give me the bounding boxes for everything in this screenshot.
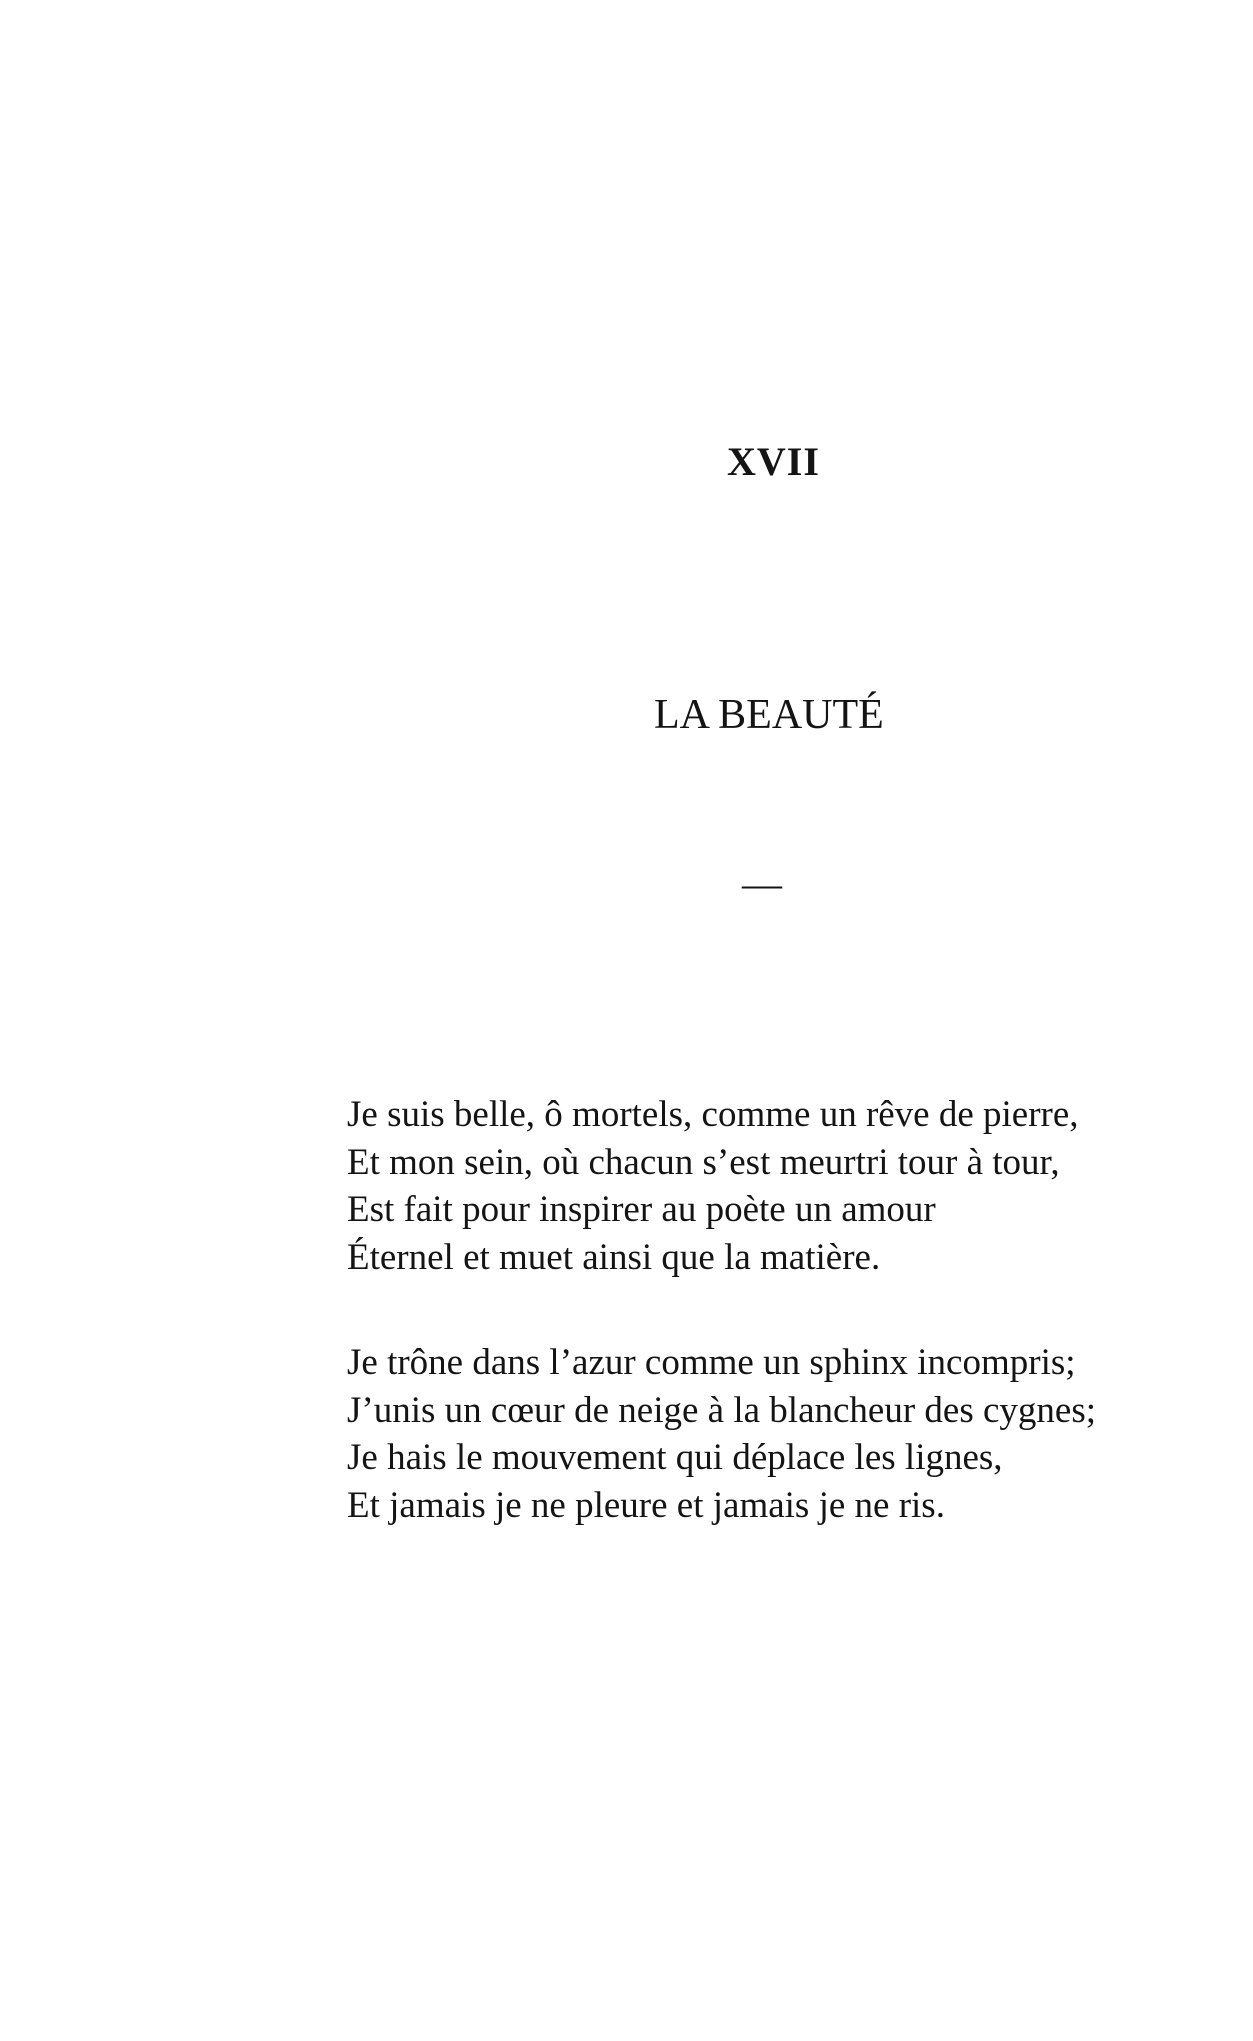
verse-line: Est fait pour inspirer au poète un amour [347,1189,936,1230]
poem-number: XVII [727,439,820,484]
poem-title: LA BEAUTÉ [654,692,884,738]
verse-line: Et mon sein, où chacun s’est meurtri tour à tour, [347,1141,1060,1183]
verse-line: Et jamais je ne pleure et jamais je ne ris. [347,1484,945,1526]
verse-line: Éternel et muet ainsi que la matière. [347,1236,881,1278]
verse-line: Je suis belle, ô mortels, comme un rêve de pierre, [347,1094,1079,1135]
verse-line: Je hais le mouvement qui déplace les lignes, [347,1437,1003,1478]
verse-line: J’unis un cœur de neige à la blancheur des cygnes; [347,1389,1096,1431]
stanza-1 [347,1091,1079,1281]
stanza-2 [347,1339,1096,1529]
title-separator: — [742,861,782,906]
verse-line: Je trône dans l’azur comme un sphinx incompris; [347,1342,1076,1383]
